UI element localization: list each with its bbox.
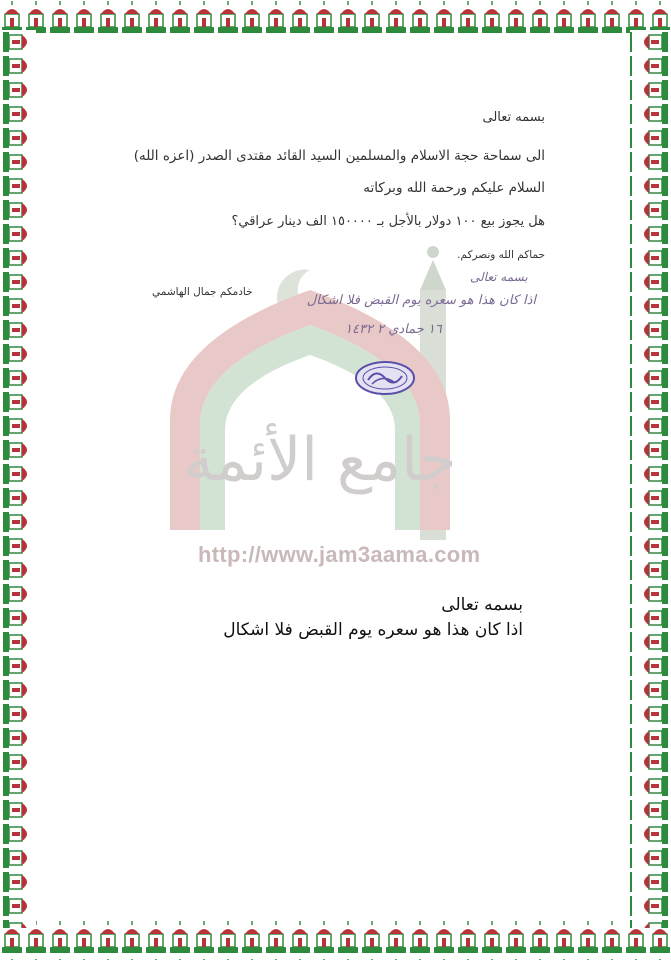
bottom-border-ornament [0, 920, 671, 960]
left-border-ornament [0, 30, 36, 928]
letter-address: الى سماحة حجة الاسلام والمسلمين السيد القائد مقتدى الصدر (اعزه الله) [133, 148, 545, 164]
handwritten-date: ١٦ جمادي ٢ ١٤٣٢ [345, 322, 442, 337]
letter-closing: حماكم الله ونصركم. [457, 249, 545, 261]
top-border-ornament [0, 0, 671, 38]
letter-greeting: السلام عليكم ورحمة الله وبركاته [363, 180, 545, 196]
letter-salutation: بسمه تعالى [482, 110, 545, 125]
watermark-logo-text: جامع الأئمة [183, 425, 457, 495]
right-border-ornament [630, 30, 671, 928]
handwritten-basmala: بسمه تعالى [470, 270, 528, 284]
watermark-url: http://www.jam3aama.com [198, 542, 481, 567]
letter-signer: خادمكم جمال الهاشمي [152, 286, 253, 298]
reply-body: اذا كان هذا هو سعره يوم القبض فلا اشكال [223, 620, 523, 640]
reply-title: بسمه تعالى [441, 595, 523, 615]
letter-question: هل يجوز بيع ١٠٠ دولار بالأجل بـ ١٥٠٠٠٠ الف دينار عراقي؟ [231, 214, 545, 229]
watermark-logo [150, 230, 480, 590]
official-seal-stamp [354, 360, 416, 396]
handwritten-answer: اذا كان هذا هو سعره يوم القبض فلا اشكال [306, 293, 536, 308]
